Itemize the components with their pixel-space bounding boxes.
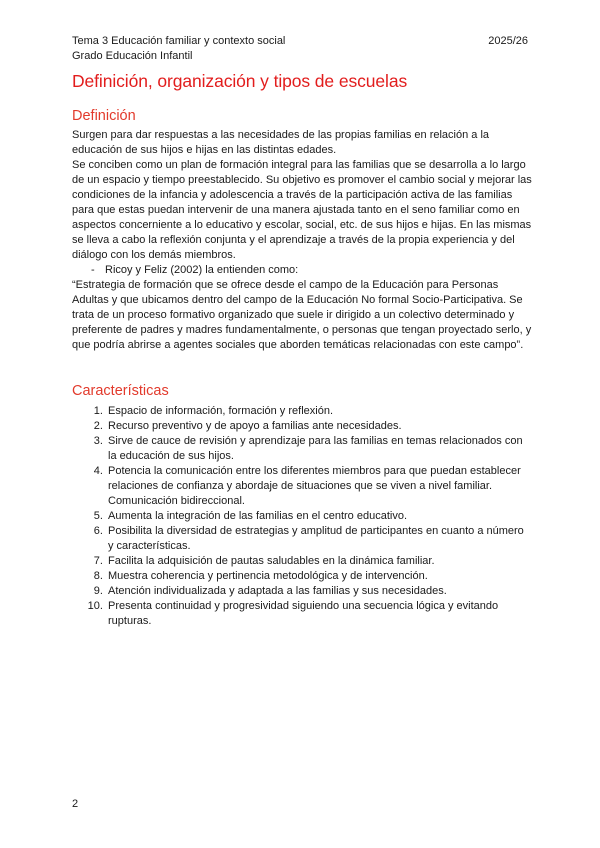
header-year: 2025/26 [488,35,528,47]
list-item: 6. Posibilita la diversidad de estrategias y amplitud de participantes en cuanto a número y características. [106,524,532,554]
list-item: 3. Sirve de cauce de revisión y aprendizaje para las familias en temas relacionados con la educación de sus hijos. [106,434,532,464]
list-item: 5. Aumenta la integración de las familias en el centro educativo. [106,509,532,524]
page-title: Definición, organización y tipos de escuelas [72,71,408,91]
caracteristicas-heading: Características [72,383,169,399]
definicion-paragraph-1: Surgen para dar respuestas a las necesidades de las propias familias en relación a la educación de sus hijos e hijas en las distintas edades. [72,129,490,156]
list-item: 10. Presenta continuidad y progresividad siguiendo una secuencia lógica y evitando rupturas. [106,599,532,629]
caracteristicas-list [72,404,532,629]
caracteristicas-section [72,383,532,629]
definicion-heading: Definición [72,108,136,124]
list-item: 1. Espacio de información, formación y reflexión. [106,404,532,419]
list-item: 7. Facilita la adquisición de pautas saludables en la dinámica familiar. [106,554,532,569]
page-number: 2 [72,798,79,810]
list-item: 9. Atención individualizada y adaptada a las familias y sus necesidades. [106,584,532,599]
list-item: 4. Potencia la comunicación entre los diferentes miembros para que puedan establecer relaciones de confianza y abordaje de situaciones que se viven a nivel familiar. Comunicación bidireccional. [106,464,532,509]
header-course: Tema 3 Educación familiar y contexto social [72,35,286,47]
header-degree: Grado Educación Infantil [72,50,193,62]
definicion-bullet-text: Ricoy y Feliz (2002) la entienden como: [105,264,299,276]
list-item: 8. Muestra coherencia y pertinencia metodológica y de intervención. [106,569,532,584]
definicion-section [72,108,532,353]
page-header [72,34,528,64]
definicion-bullet [72,263,532,278]
definicion-paragraph-2: Se conciben como un plan de formación integral para las familias que se desarrolla a lo largo de un espacio y tiempo preestablecido. Su objetivo es promover el cambio social y mejorar las condiciones de la infancia y adolescencia a través de la participación activa de las familias para que estas puedan intervenir de una manera ajustada tanto en el seno familiar como en aspectos concerniente a lo educativo y escolar, social, etc. de sus hijos e hijas. En las mismas se lleva a cabo la reflexión conjunta y el aprendizaje a través de la propia experiencia y del diálogo con los demás miembros. [72,159,532,261]
list-item: 2. Recurso preventivo y de apoyo a familias ante necesidades. [106,419,532,434]
definicion-quote: “Estrategia de formación que se ofrece desde el campo de la Educación para Personas Adultas y que ubicamos dentro del campo de la Educación No formal Socio-Participativa. Se trata de un proceso formativo organizado que suele ir dirigido a un colectivo determinado y preferente de padres y madres fundamentalmente, o personas que tengan proyectado serlo, y que podría abrirse a agentes sociales que aborden temáticas relacionadas con este campo”. [72,279,532,351]
dash-marker: - [91,264,95,276]
